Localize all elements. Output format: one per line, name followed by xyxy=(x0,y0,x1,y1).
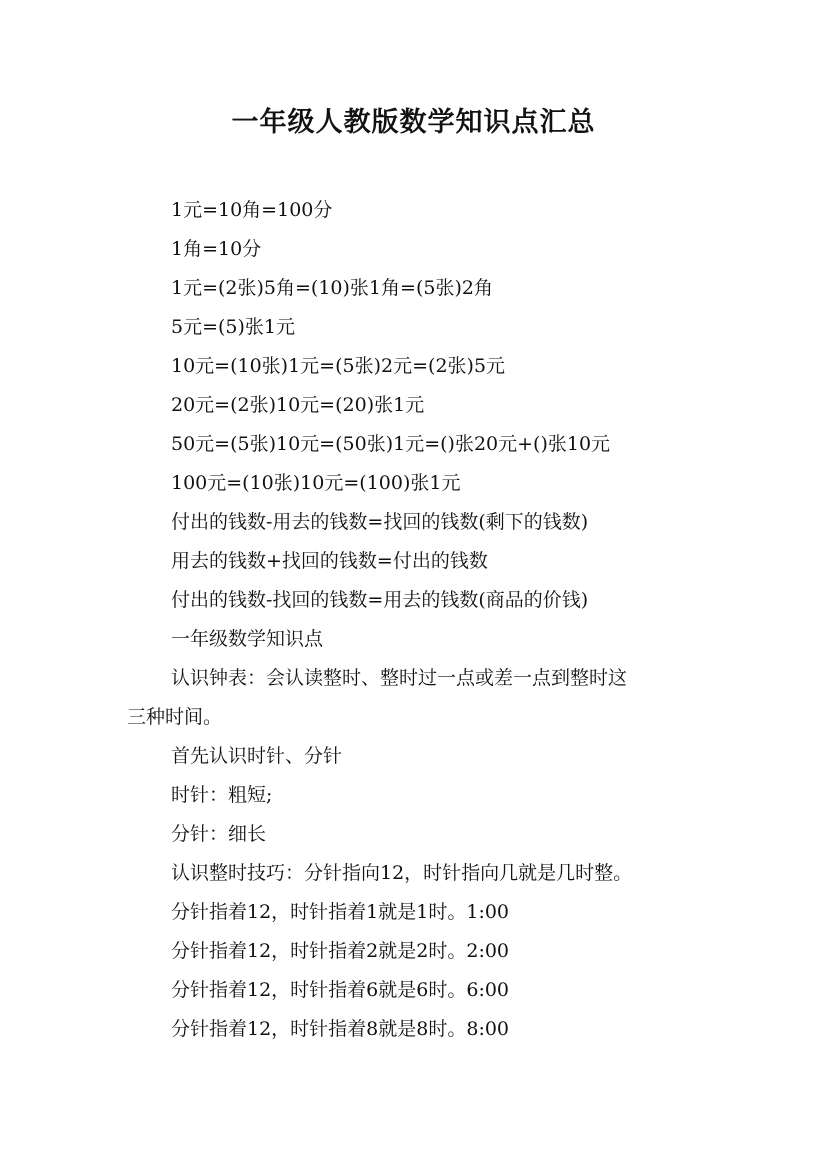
paragraph-line: 分针指着12，时针指着1就是1时。1:00 xyxy=(171,901,510,923)
paragraph-line: 分针指着12，时针指着6就是6时。6:00 xyxy=(171,979,510,1001)
paragraph-line: 认识整时技巧：分针指向12，时针指向几就是几时整。 xyxy=(171,862,633,884)
paragraph-line: 5元=(5)张1元 xyxy=(171,316,296,338)
paragraph-line: 付出的钱数-用去的钱数=找回的钱数(剩下的钱数) xyxy=(171,511,589,533)
paragraph-line: 100元=(10张)10元=(100)张1元 xyxy=(171,472,461,494)
paragraph-line: 1元=(2张)5角=(10)张1角=(5张)2角 xyxy=(171,277,493,299)
document-body xyxy=(127,191,717,1049)
paragraph-line: 分针：细长 xyxy=(171,823,267,845)
paragraph-line: 三种时间。 xyxy=(127,706,223,728)
paragraph-line: 一年级数学知识点 xyxy=(171,628,324,650)
paragraph-line: 1角=10分 xyxy=(171,238,262,260)
paragraph-line: 1元=10角=100分 xyxy=(171,199,333,221)
paragraph-line: 分针指着12，时针指着2就是2时。2:00 xyxy=(171,940,510,962)
paragraph-line: 50元=(5张)10元=(50张)1元=()张20元+()张10元 xyxy=(171,433,611,455)
paragraph-line: 时针：粗短; xyxy=(171,784,273,806)
paragraph-line: 10元=(10张)1元=(5张)2元=(2张)5元 xyxy=(171,355,506,377)
paragraph-line: 用去的钱数+找回的钱数=付出的钱数 xyxy=(171,550,488,572)
page-title: 一年级人教版数学知识点汇总 xyxy=(231,107,596,138)
paragraph-line: 认识钟表：会认读整时、整时过一点或差一点到整时这 xyxy=(171,667,628,689)
paragraph-line: 分针指着12，时针指着8就是8时。8:00 xyxy=(171,1018,510,1040)
paragraph-line: 20元=(2张)10元=(20)张1元 xyxy=(171,394,425,416)
paragraph-line: 首先认识时针、分针 xyxy=(171,745,343,767)
paragraph-line: 付出的钱数-找回的钱数=用去的钱数(商品的价钱) xyxy=(171,589,589,611)
